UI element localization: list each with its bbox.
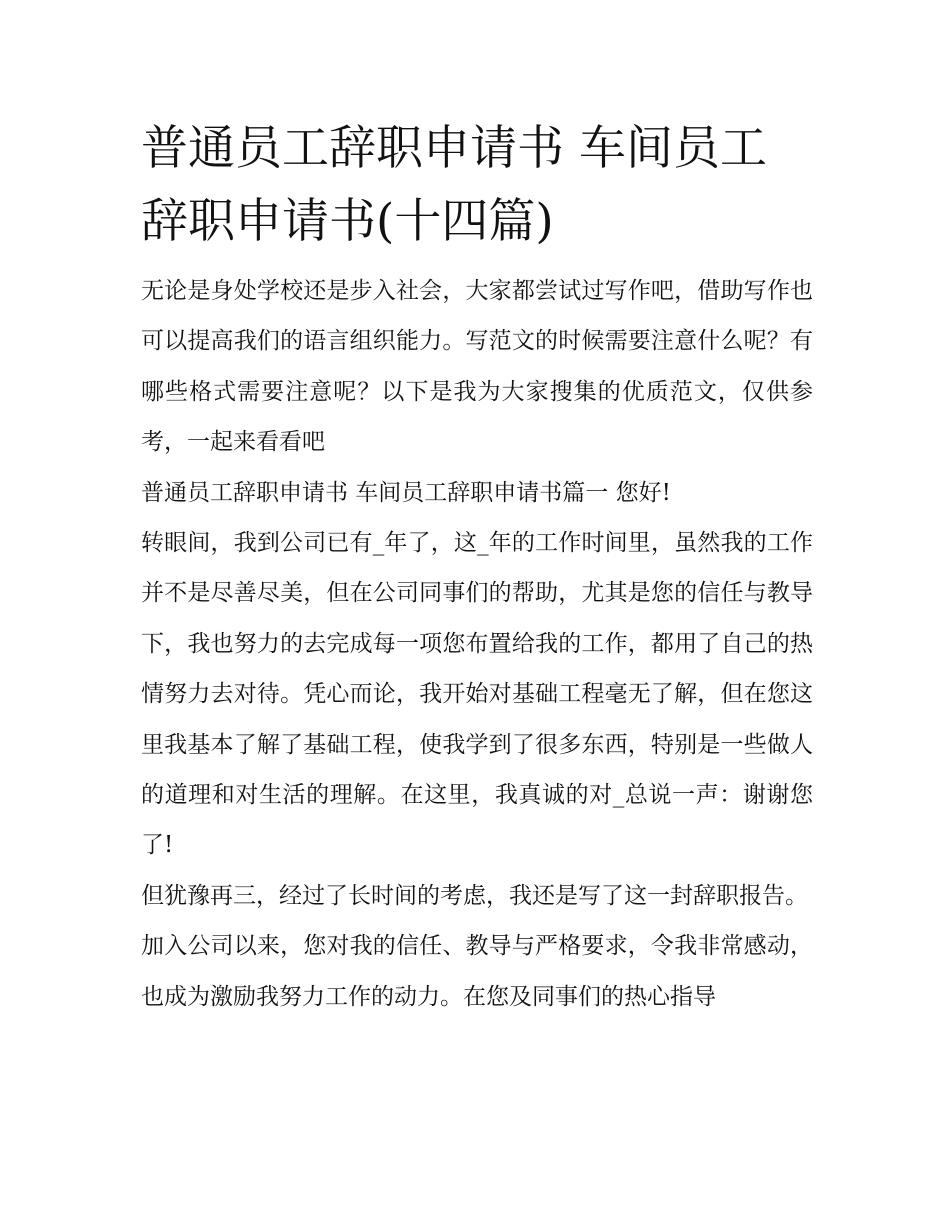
section-heading-line: 普通员工辞职申请书 车间员工辞职申请书篇一 您好! — [141, 479, 671, 506]
document-body — [141, 112, 813, 1022]
body-paragraph: 转眼间，我到公司已有_年了，这_年的工作时间里，虽然我的工作并不是尽善尽美，但在公司同事们的帮助，尤其是您的信任与教导下，我也努力的去完成每一项您布置给我的工作，都用了自己的热情努力去对待。凭心而论，我开始对基础工程毫无了解，但在您这里我基本了解了基础工程，使我学到了很多东西，特别是一些做人的道理和对生活的理解。在这里，我真诚的对_总说一声：谢谢您了! — [141, 530, 813, 859]
intro-paragraph: 无论是身处学校还是步入社会，大家都尝试过写作吧，借助写作也可以提高我们的语言组织能力。写范文的时候需要注意什么呢？有哪些格式需要注意呢？以下是我为大家搜集的优质范文，仅供参考，一起来看看吧 — [141, 278, 813, 456]
document-title: 普通员工辞职申请书 车间员工辞职申请书(十四篇) — [141, 121, 767, 249]
body-paragraph: 加入公司以来，您对我的信任、教导与严格要求，令我非常感动，也成为激励我努力工作的动力。在您及同事们的热心指导 — [141, 933, 813, 1010]
body-paragraph: 但犹豫再三，经过了长时间的考虑，我还是写了这一封辞职报告。 — [141, 882, 808, 909]
